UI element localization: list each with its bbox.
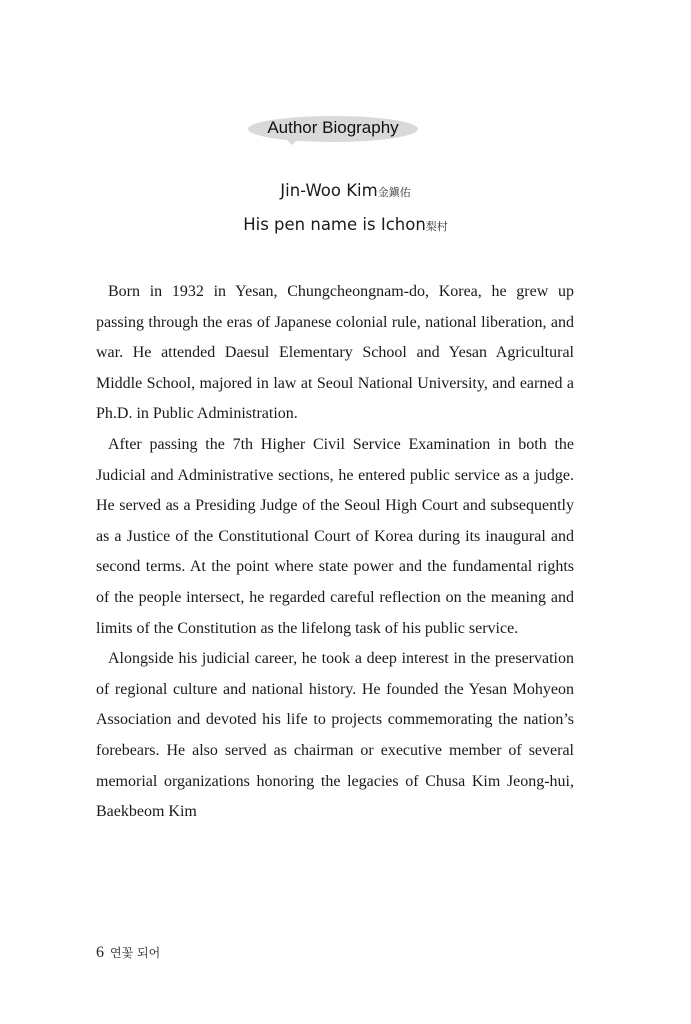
paragraph-3: Alongside his judicial career, he took a deep interest in the preservation of regional culture and national history. He founded the Yesan Mohyeon Association and devoted his life to projects commemorating the nation’s forebears. He also served as chairman or executive member of several memorial organizations honoring the legacies of Chusa Kim Jeong-hui, Baekbeom Kim (96, 650, 574, 821)
pen-name-text: His pen name is Ichon (243, 215, 426, 234)
pen-name-hanja: 梨村 (425, 220, 448, 233)
page-footer (96, 944, 160, 962)
author-name-line (0, 181, 691, 200)
paragraph-2: After passing the 7th Higher Civil Service Examination in both the Judicial and Administrative sections, he entered public service as a judge. He served as a Presiding Judge of the Seoul High Court and subsequently as a Justice of the Constitutional Court of Korea during its inaugural and second terms. At the point where state power and the fundamental rights of the people intersect, he regarded careful reflection on the meaning and limits of the Constitution as the lifelong task of his public service. (96, 435, 574, 637)
biography-body (96, 277, 574, 828)
heading-title: Author Biography (267, 118, 399, 137)
heading-notch-shape (283, 136, 301, 145)
author-name: Jin-Woo Kim (280, 181, 378, 200)
page-number: 6 (96, 944, 104, 961)
book-title: 연꽃 되어 (110, 946, 161, 960)
section-heading (248, 112, 418, 148)
pen-name-line (0, 215, 691, 234)
paragraph-1: Born in 1932 in Yesan, Chungcheongnam-do, Korea, he grew up passing through the eras of Japanese colonial rule, national liberation, and war. He attended Daesul Elementary School and Yesan Agricultural Middle School, majored in law at Seoul National University, and earned a Ph.D. in Public Administration. (96, 283, 574, 423)
author-name-hanja: 金鎭佑 (377, 186, 411, 199)
